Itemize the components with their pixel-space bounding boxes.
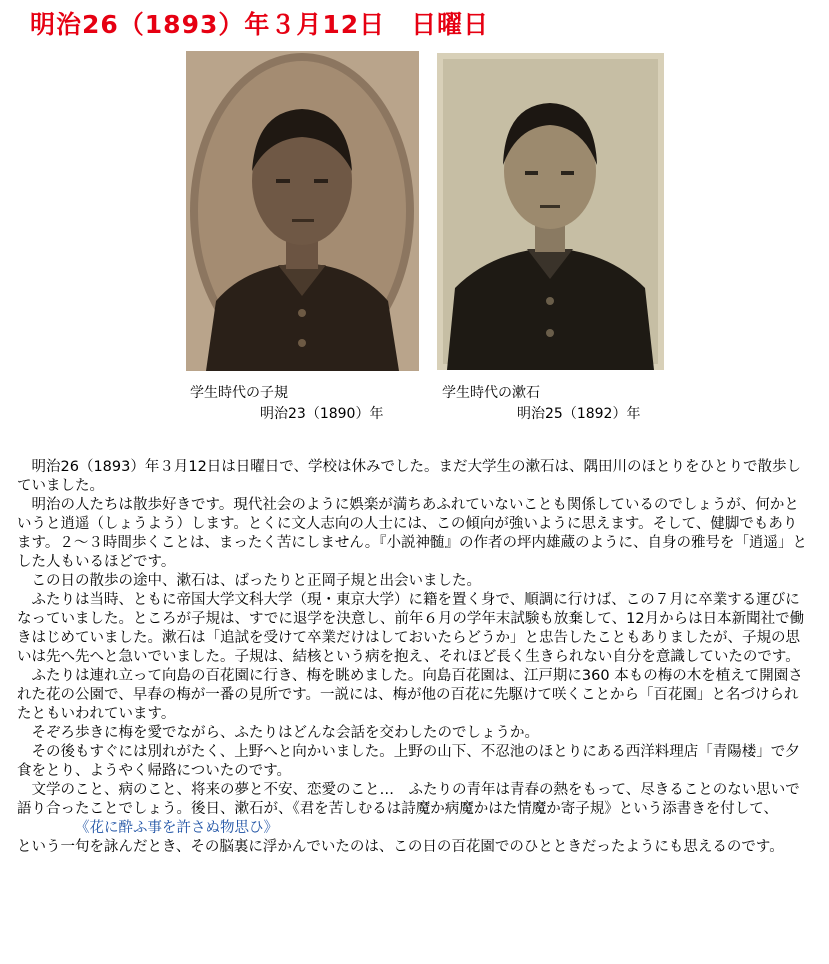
article-paragraph: この日の散歩の途中、漱石は、ばったりと正岡子規と出会いました。 xyxy=(31,573,481,589)
article-paragraph: そぞろ歩きに梅を愛でながら、ふたりはどんな会話を交わしたのでしょうか。 xyxy=(31,725,539,741)
photo-caption-shiki: 学生時代の子規 xyxy=(190,385,288,401)
photo-shiki-portrait xyxy=(186,51,419,371)
article-paragraph: ふたりは当時、ともに帝国大学文科大学（現・東京大学）に籍を置く身で、順調に行けば、この７月に卒業する運びになっていました。ところが子規は、すでに退学を決意し、前年６月の学年末試験も放棄して、12月からは日本新聞社で働きはじめていました。漱石は「追試を受けて卒業だけはしておいたらどうか」と忠告したこともありましたが、子規の思いは先へ先へと急いでいました。子規は、結核という病を抱え、それほど長く生きられない自分を意識していたのです。 xyxy=(17,592,805,665)
photo-date-shiki: 明治23（1890）年 xyxy=(260,406,384,422)
page-title: 明治26（1893）年３月12日 日曜日 xyxy=(30,10,490,39)
article-paragraph: その後もすぐには別れがたく、上野へと向かいました。上野の山下、不忍池のほとりにある西洋料理店「青陽楼」で夕食をとり、ようやく帰路についたのです。 xyxy=(17,744,800,779)
article-paragraph: 明治の人たちは散歩好きです。現代社会のように娯楽が満ちあふれていないことも関係しているのでしょうが、何かというと逍遥（しょうよう）します。とくに文人志向の人士には、この傾向が強いように思えます。そして、健脚でもあります。２～３時間歩くことは、まったく苦にしません。『小説神髄』の作者の坪内雄蔵のように、自身の雅号を「逍遥」とした人もいるほどです。 xyxy=(17,497,807,570)
photo-soseki-portrait xyxy=(437,53,664,370)
haiku-quote: 《花に酔ふ事を許さぬ物思ひ》 xyxy=(75,820,278,836)
article-body xyxy=(17,458,807,857)
article-paragraph: 文学のこと、病のこと、将来の夢と不安、恋愛のこと… ふたりの青年は青春の熱をもって、尽きることのない思いで語り合ったことでしょう。後日、漱石が、《君を苦しむるは詩魔か病魔かはた情魔か寄子規》という添書きを付して、 xyxy=(17,782,800,817)
article-closing: という一句を詠んだとき、その脳裏に浮かんでいたのは、この日の百花園でのひとときだったようにも思えるのです。 xyxy=(17,839,784,855)
photo-date-soseki: 明治25（1892）年 xyxy=(517,406,641,422)
photo-caption-soseki: 学生時代の漱石 xyxy=(442,385,540,401)
article-paragraph: ふたりは連れ立って向島の百花園に行き、梅を眺めました。向島百花園は、江戸期に360 本もの梅の木を植えて開園された花の公園で、早春の梅が一番の見所です。一説には、梅が他の百花に先駆けて咲くことから「百花園」と名づけられたともいわれています。 xyxy=(17,668,803,722)
article-paragraph: 明治26（1893）年３月12日は日曜日で、学校は休みでした。まだ大学生の漱石は、隅田川のほとりをひとりで散歩していました。 xyxy=(17,459,802,494)
